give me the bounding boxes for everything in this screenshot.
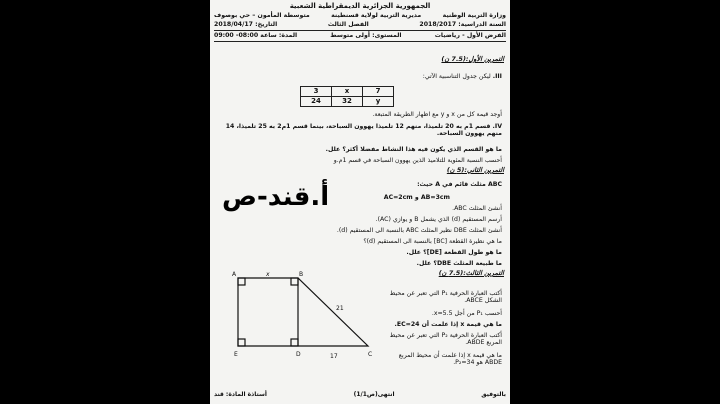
footer bbox=[214, 392, 506, 399]
ex2-given: AB=3cm و AC=2cm bbox=[383, 194, 450, 201]
teacher-watermark: أ.قند-ص bbox=[222, 182, 330, 212]
exercise-1-title: التمرين الأول:(7.5 ن) bbox=[441, 55, 504, 63]
ex1-q4: أحسب النسبة المئوية للتلاميذ الذين يهوون السباحة في قسم 1م.و bbox=[333, 157, 502, 164]
ex2-q12: ما طبيعة المثلث DBE؟ علل. bbox=[416, 260, 502, 267]
part4-number: IV. bbox=[492, 123, 502, 130]
ex3-q10: ما هي قيمة x إذا علمت أن محيط المربع ABDE هو P₂=34. bbox=[398, 352, 502, 367]
label-x: x bbox=[266, 271, 270, 278]
level: المستوى: أولى متوسط bbox=[330, 32, 402, 39]
label-base: 17 bbox=[330, 353, 338, 360]
page-end: انتهى(ص1/1) bbox=[353, 391, 395, 398]
term: الفصل الثالث bbox=[327, 21, 369, 28]
header-divider-2 bbox=[214, 41, 506, 42]
label-a: A bbox=[232, 271, 237, 278]
label-e: E bbox=[234, 351, 238, 358]
duration: المدة: ساعة 08:00- 09:00 bbox=[214, 32, 298, 39]
header-row-1 bbox=[214, 12, 506, 19]
ex3-q8: ما هي قيمة x إذا علمت أن EC=24. bbox=[394, 321, 502, 328]
part3-number: III. bbox=[492, 73, 502, 80]
right-angle-a bbox=[238, 278, 245, 285]
ex2-q11: ما هو طول القطعة [DE]؟ علل. bbox=[406, 249, 502, 256]
table-cell: 24 bbox=[301, 97, 332, 107]
header-divider bbox=[214, 30, 506, 31]
right-angle-b bbox=[291, 278, 298, 285]
trapezoid-figure bbox=[224, 268, 384, 363]
table-cell: x bbox=[332, 87, 363, 97]
label-d: D bbox=[296, 351, 301, 358]
part4-text: قسم 1م به 20 تلميذا، منهم 12 تلميذا يهوون السباحة، بينما قسم 1م2 به 25 تلميذا، 14 منهم يهوون السباحة. bbox=[225, 123, 502, 138]
exam-sheet bbox=[210, 0, 510, 404]
header-row-3 bbox=[214, 32, 506, 39]
label-b: B bbox=[299, 271, 304, 278]
label-side: 21 bbox=[336, 305, 344, 312]
republic-title: الجمهورية الجزائرية الديمقراطية الشعبية bbox=[289, 2, 431, 10]
proportion-table bbox=[300, 86, 394, 107]
ex1-part4 bbox=[222, 123, 502, 137]
ex2-q7: أنشئ المثلث ABC. bbox=[452, 205, 502, 212]
table-cell: 3 bbox=[301, 87, 332, 97]
ministry: وزارة التربية الوطنية bbox=[442, 12, 506, 19]
ex1-part3 bbox=[222, 73, 502, 80]
table-cell: 32 bbox=[332, 97, 363, 107]
shape-outline bbox=[238, 278, 368, 346]
label-c: C bbox=[368, 351, 373, 358]
teacher-name: أستاذة المادة: قند bbox=[214, 391, 267, 398]
good-luck: بالتوفيق bbox=[481, 391, 506, 398]
ex2-q10: ما هي نظيرة القطعة [BC] بالنسبة الى المستقيم (d)؟ bbox=[363, 238, 502, 245]
table-cell: y bbox=[363, 97, 394, 107]
ex1-q3: أوجد قيمة كل من x و y مع اظهار الطريقة المتبعة. bbox=[372, 111, 502, 118]
ex2-q9: أنشئ المثلث DBE نظير المثلث ABC بالنسبة الى المستقيم (d). bbox=[336, 227, 502, 234]
ex1-q3b: ما هو القسم الذي يكون فيه هذا النشاط مفضلا أكثر؟ علل. bbox=[325, 146, 502, 153]
ex3-q9: أكتب العبارة الحرفية P₂ التي تعبر عن محيط المربع ABDE. bbox=[389, 332, 502, 347]
ex3-q6: أكتب العبارة الحرفية P₁ التي تعبر عن محيط الشكل ABCE. bbox=[389, 290, 502, 305]
exam-name: الفرض الأول - رياضيات bbox=[434, 32, 506, 39]
ex2-q8: أرسم المستقيم (d) الذي يشمل B و يوازي (AC). bbox=[375, 216, 502, 223]
school-year: السنة الدراسية: 2018/2017 bbox=[419, 21, 506, 28]
header-row-2 bbox=[214, 21, 506, 28]
school: متوسطة المأمون – حي بوصوف bbox=[214, 12, 310, 19]
right-angle-e bbox=[238, 339, 245, 346]
right-angle-d bbox=[291, 339, 298, 346]
ex3-q7: أحسب P₁ من أجل x=5.5. bbox=[431, 310, 502, 317]
part3-text: ليكن جدول التناسبية الآتي: bbox=[422, 73, 491, 80]
directorate: مديرية التربية لولاية قسنطينة bbox=[331, 12, 422, 19]
exercise-3-title: التمرين الثالث:(7.5 ن) bbox=[438, 269, 504, 277]
exam-date: التاريخ: 2018/04/17 bbox=[214, 21, 278, 28]
ex2-intro: ABC مثلث قائم في A حيث: bbox=[417, 181, 502, 188]
exercise-2-title: التمرين الثاني:(5 ن) bbox=[446, 166, 504, 174]
table-cell: 7 bbox=[363, 87, 394, 97]
